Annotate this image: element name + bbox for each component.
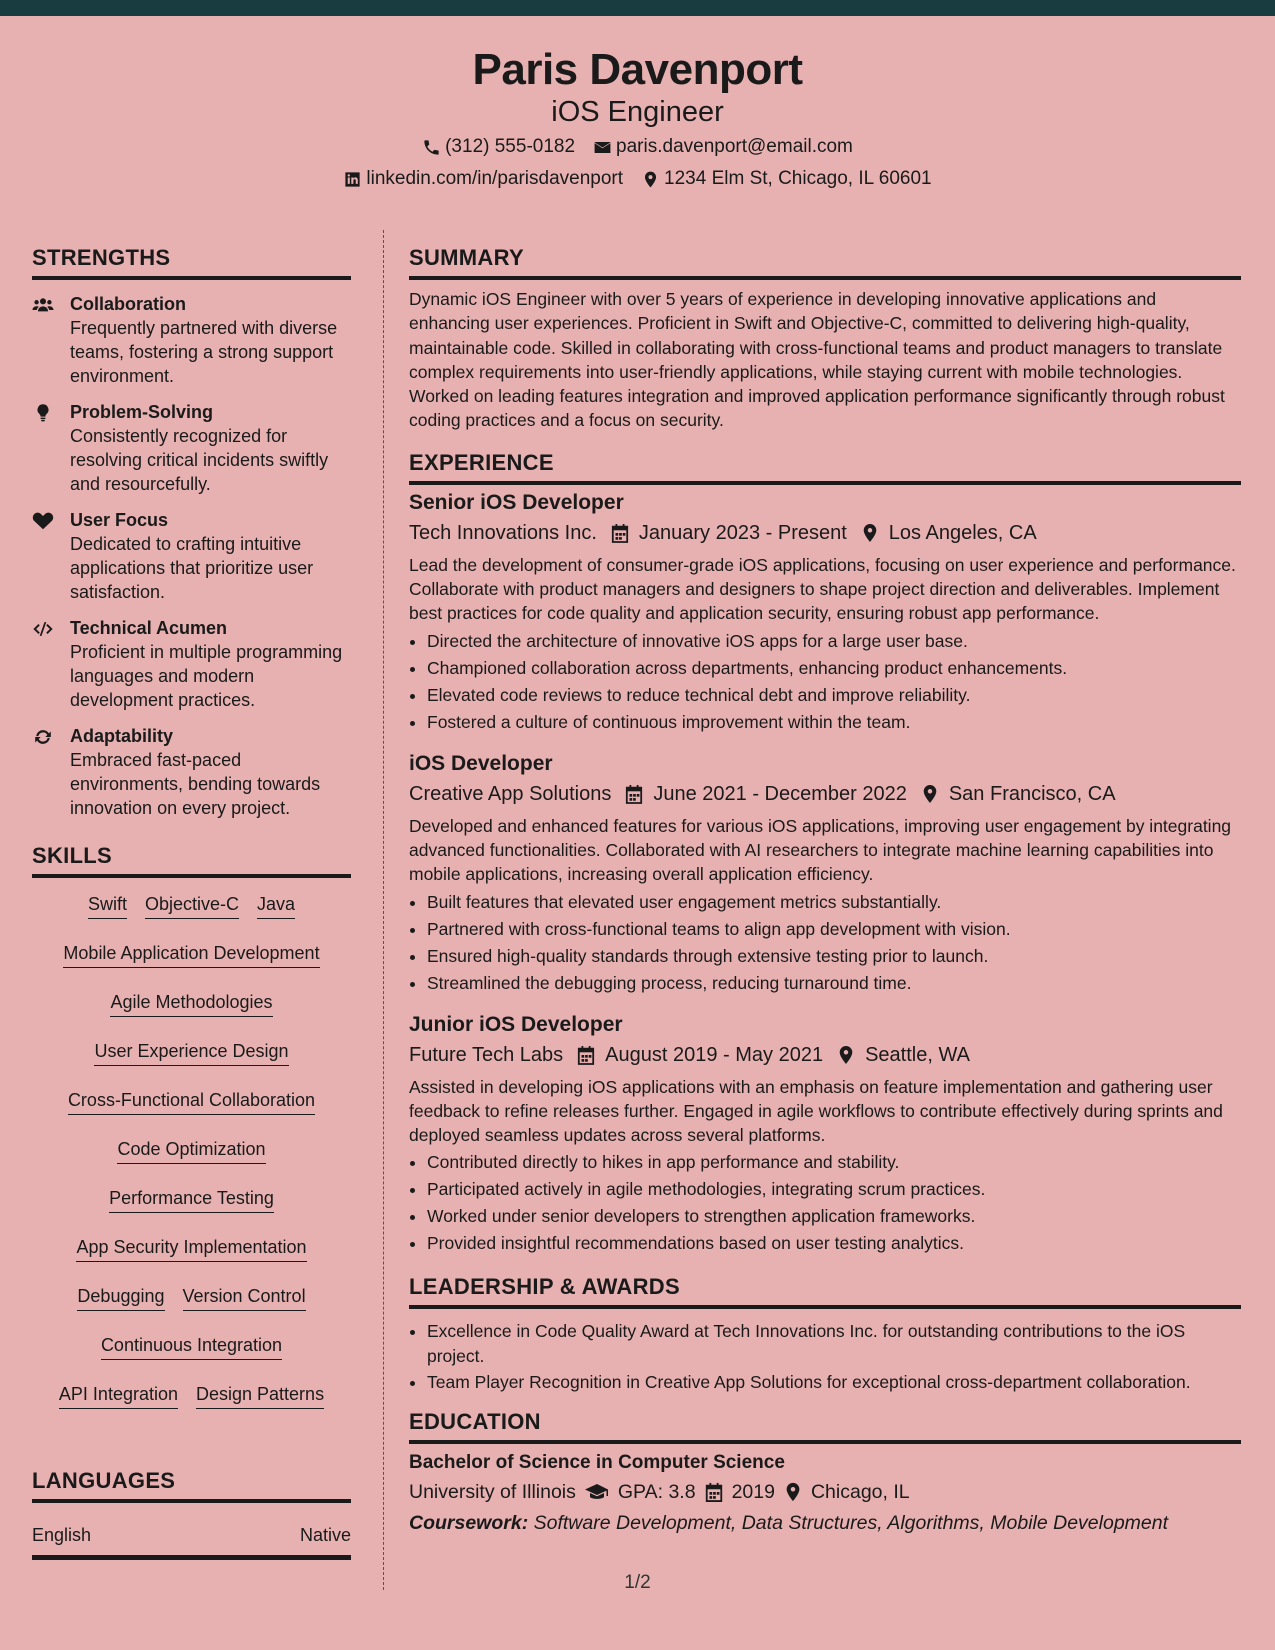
job-bullet: • Championed collaboration across departments, enhancing product enhancements. xyxy=(427,655,1241,682)
top-bar xyxy=(0,0,1275,16)
job-bullet: • Directed the architecture of innovative iOS apps for a large user base. xyxy=(427,628,1241,655)
job-bullet: • Elevated code reviews to reduce technical debt and improve reliability. xyxy=(427,682,1241,709)
job-bullets xyxy=(409,889,1241,997)
edu-school: University of Illinois xyxy=(409,1481,576,1504)
language-item xyxy=(32,1523,351,1560)
email[interactable] xyxy=(593,134,853,160)
envelope-icon xyxy=(593,138,612,157)
job-location: Los Angeles, CA xyxy=(888,521,1037,544)
skill-row xyxy=(32,888,351,937)
job-meta xyxy=(409,519,1241,547)
code-icon xyxy=(32,619,54,639)
candidate-name: Paris Davenport xyxy=(472,45,803,94)
job-bullet: • Ensured high-quality standards through extensive testing prior to launch. xyxy=(427,943,1241,970)
strength-title: Collaboration xyxy=(70,294,186,314)
calendar-icon xyxy=(704,1482,724,1502)
job-bullets xyxy=(409,628,1241,736)
strength-desc: Embraced fast-paced environments, bending towards innovation on every project. xyxy=(70,750,321,818)
skill-tag: Mobile Application Development xyxy=(63,941,319,968)
coursework-text: Software Development, Data Structures, Algorithms, Mobile Development xyxy=(533,1512,1169,1535)
job-location: Seattle, WA xyxy=(865,1043,970,1066)
linkedin-icon xyxy=(343,170,362,189)
skill-row xyxy=(32,1133,351,1182)
skill-tag: Continuous Integration xyxy=(101,1333,282,1360)
languages-heading: LANGUAGES xyxy=(32,1467,351,1503)
contact-row-2 xyxy=(0,166,1275,192)
job-description: Assisted in developing iOS applications with an emphasis on feature implementation and gathering user feedback to refine releases further. Engaged in agile workflows to contribute effectively during sprints and deployed seamless updates across several platforms. xyxy=(409,1076,1223,1146)
strength-title: Problem-Solving xyxy=(70,402,214,422)
language-level: Native xyxy=(299,1525,351,1545)
edu-coursework xyxy=(409,1508,1241,1538)
users-icon xyxy=(32,295,54,315)
map-pin-icon xyxy=(783,1482,803,1502)
edu-degree: Bachelor of Science in Computer Science xyxy=(409,1452,785,1474)
skill-row xyxy=(32,1280,351,1329)
skill-row xyxy=(32,937,351,986)
edu-location: Chicago, IL xyxy=(810,1481,910,1504)
job-meta xyxy=(409,780,1241,808)
job-meta xyxy=(409,1041,1241,1069)
skill-tag: Design Patterns xyxy=(196,1382,324,1409)
skills-heading: SKILLS xyxy=(32,842,351,878)
map-pin-icon xyxy=(861,523,879,543)
education-heading: EDUCATION xyxy=(409,1408,1241,1444)
job-bullet: • Fostered a culture of continuous improvement within the team. xyxy=(427,709,1241,736)
job-bullet: • Provided insightful recommendations based on user testing analytics. xyxy=(427,1230,1241,1257)
strength-title: User Focus xyxy=(70,510,169,530)
phone-icon xyxy=(422,138,441,157)
page-number: 1/2 xyxy=(624,1572,651,1593)
address-text: 1234 Elm St, Chicago, IL 60601 xyxy=(664,168,932,189)
skill-row xyxy=(32,1329,351,1378)
edu-gpa: GPA: 3.8 xyxy=(617,1481,696,1504)
skill-tag: Cross-Functional Collaboration xyxy=(68,1088,315,1115)
strength-item xyxy=(32,724,351,820)
map-pin-icon xyxy=(837,1045,855,1065)
strength-desc: Dedicated to crafting intuitive applications that prioritize user satisfaction. xyxy=(70,534,314,602)
job-entry xyxy=(409,750,1241,997)
candidate-title: iOS Engineer xyxy=(551,96,724,128)
skill-tag: Swift xyxy=(88,892,127,919)
skill-tag: App Security Implementation xyxy=(76,1235,306,1262)
strength-title: Technical Acumen xyxy=(70,618,228,638)
summary-heading: SUMMARY xyxy=(409,244,1241,280)
skill-row xyxy=(32,1182,351,1231)
column-divider xyxy=(383,230,384,1590)
right-column xyxy=(409,244,1241,1538)
skill-row xyxy=(32,986,351,1035)
language-name: English xyxy=(32,1525,92,1545)
skill-tag: API Integration xyxy=(59,1382,178,1409)
award-item: • Excellence in Code Quality Award at Tech Innovations Inc. for outstanding contributions to the iOS project. xyxy=(427,1319,1241,1368)
job-bullet: • Built features that elevated user engagement metrics substantially. xyxy=(427,889,1241,916)
skill-tag: Version Control xyxy=(183,1284,306,1311)
strength-item xyxy=(32,616,351,712)
address xyxy=(641,166,932,192)
job-bullets xyxy=(409,1149,1241,1257)
job-title: Senior iOS Developer xyxy=(409,490,624,514)
job-company: Tech Innovations Inc. xyxy=(409,521,597,544)
calendar-icon xyxy=(577,1045,595,1065)
calendar-icon xyxy=(611,523,629,543)
job-title: Junior iOS Developer xyxy=(409,1012,623,1036)
skill-tag: Java xyxy=(257,892,295,919)
job-entry xyxy=(409,1011,1241,1258)
skill-row xyxy=(32,1231,351,1280)
job-description: Lead the development of consumer-grade iOS applications, focusing on user experience and performance. Collaborate with product managers and designers to shape project direction and deliverables. Implement best practices for code quality and application security, ensuring robust app performance. xyxy=(409,554,1236,624)
skill-tag: User Experience Design xyxy=(94,1039,288,1066)
summary-text: Dynamic iOS Engineer with over 5 years of experience in developing innovative applications and enhancing user experiences. Proficient in Swift and Objective-C, committed to delivering high-quality, maintainable code. Skilled in collaborating with cross-functional teams and product managers to translate complex requirements into user-friendly applications, while staying current with mobile technologies. Worked on leading features integration and improved application performance significantly through robust coding practices and a focus on security. xyxy=(409,289,1225,431)
experience-heading: EXPERIENCE xyxy=(409,449,1241,485)
award-item: • Team Player Recognition in Creative App Solutions for exceptional cross-department collaboration. xyxy=(427,1370,1241,1394)
job-bullet: • Partnered with cross-functional teams to align app development with vision. xyxy=(427,916,1241,943)
strengths-heading: STRENGTHS xyxy=(32,244,351,280)
job-title: iOS Developer xyxy=(409,751,553,775)
job-dates: August 2019 - May 2021 xyxy=(605,1043,824,1066)
left-column xyxy=(32,244,351,1560)
strength-desc: Frequently partnered with diverse teams, fostering a strong support environment. xyxy=(70,318,338,386)
awards-heading: LEADERSHIP & AWARDS xyxy=(409,1273,1241,1309)
calendar-icon xyxy=(625,784,643,804)
job-bullet: • Streamlined the debugging process, reducing turnaround time. xyxy=(427,970,1241,997)
job-bullet: • Contributed directly to hikes in app performance and stability. xyxy=(427,1149,1241,1176)
skills-list xyxy=(32,888,351,1427)
skill-row xyxy=(32,1035,351,1084)
linkedin-text: linkedin.com/in/parisdavenport xyxy=(366,168,624,189)
skill-tag: Performance Testing xyxy=(109,1186,274,1213)
heart-icon xyxy=(32,511,54,531)
lightbulb-icon xyxy=(32,403,54,423)
skill-tag: Code Optimization xyxy=(117,1137,265,1164)
strength-item xyxy=(32,508,351,604)
job-dates: June 2021 - December 2022 xyxy=(653,782,907,805)
phone xyxy=(422,134,575,160)
skill-row xyxy=(32,1378,351,1427)
job-company: Future Tech Labs xyxy=(409,1043,564,1066)
map-pin-icon xyxy=(641,170,660,189)
email-text: paris.davenport@email.com xyxy=(616,136,853,157)
coursework-label: Coursework: xyxy=(409,1512,529,1535)
phone-text: (312) 555-0182 xyxy=(445,136,576,157)
job-entry xyxy=(409,489,1241,736)
awards-list xyxy=(409,1319,1241,1394)
skill-row xyxy=(32,1084,351,1133)
strength-item xyxy=(32,292,351,388)
strength-item xyxy=(32,400,351,496)
skill-tag: Agile Methodologies xyxy=(110,990,272,1017)
job-description: Developed and enhanced features for various iOS applications, improving user engagement by integrating advanced functionalities. Collaborated with AI researchers to integrate machine learning capabilities into mobile applications, increasing overall application efficiency. xyxy=(409,815,1232,885)
job-bullet: • Worked under senior developers to strengthen application frameworks. xyxy=(427,1203,1241,1230)
edu-meta xyxy=(409,1478,1241,1506)
job-location: San Francisco, CA xyxy=(948,782,1116,805)
graduation-cap-icon xyxy=(584,1482,610,1502)
edu-year: 2019 xyxy=(731,1481,775,1504)
linkedin[interactable] xyxy=(343,166,623,192)
contact-row-1 xyxy=(0,134,1275,160)
map-pin-icon xyxy=(921,784,939,804)
sync-icon xyxy=(32,727,54,747)
job-dates: January 2023 - Present xyxy=(638,521,847,544)
strength-title: Adaptability xyxy=(70,726,174,746)
job-company: Creative App Solutions xyxy=(409,782,612,805)
resume-header xyxy=(0,16,1275,204)
job-bullet: • Participated actively in agile methodologies, integrating scrum practices. xyxy=(427,1176,1241,1203)
strength-desc: Proficient in multiple programming languages and modern development practices. xyxy=(70,642,343,710)
skill-tag: Debugging xyxy=(77,1284,164,1311)
strength-desc: Consistently recognized for resolving critical incidents swiftly and resourcefully. xyxy=(70,426,329,494)
skill-tag: Objective-C xyxy=(145,892,239,919)
